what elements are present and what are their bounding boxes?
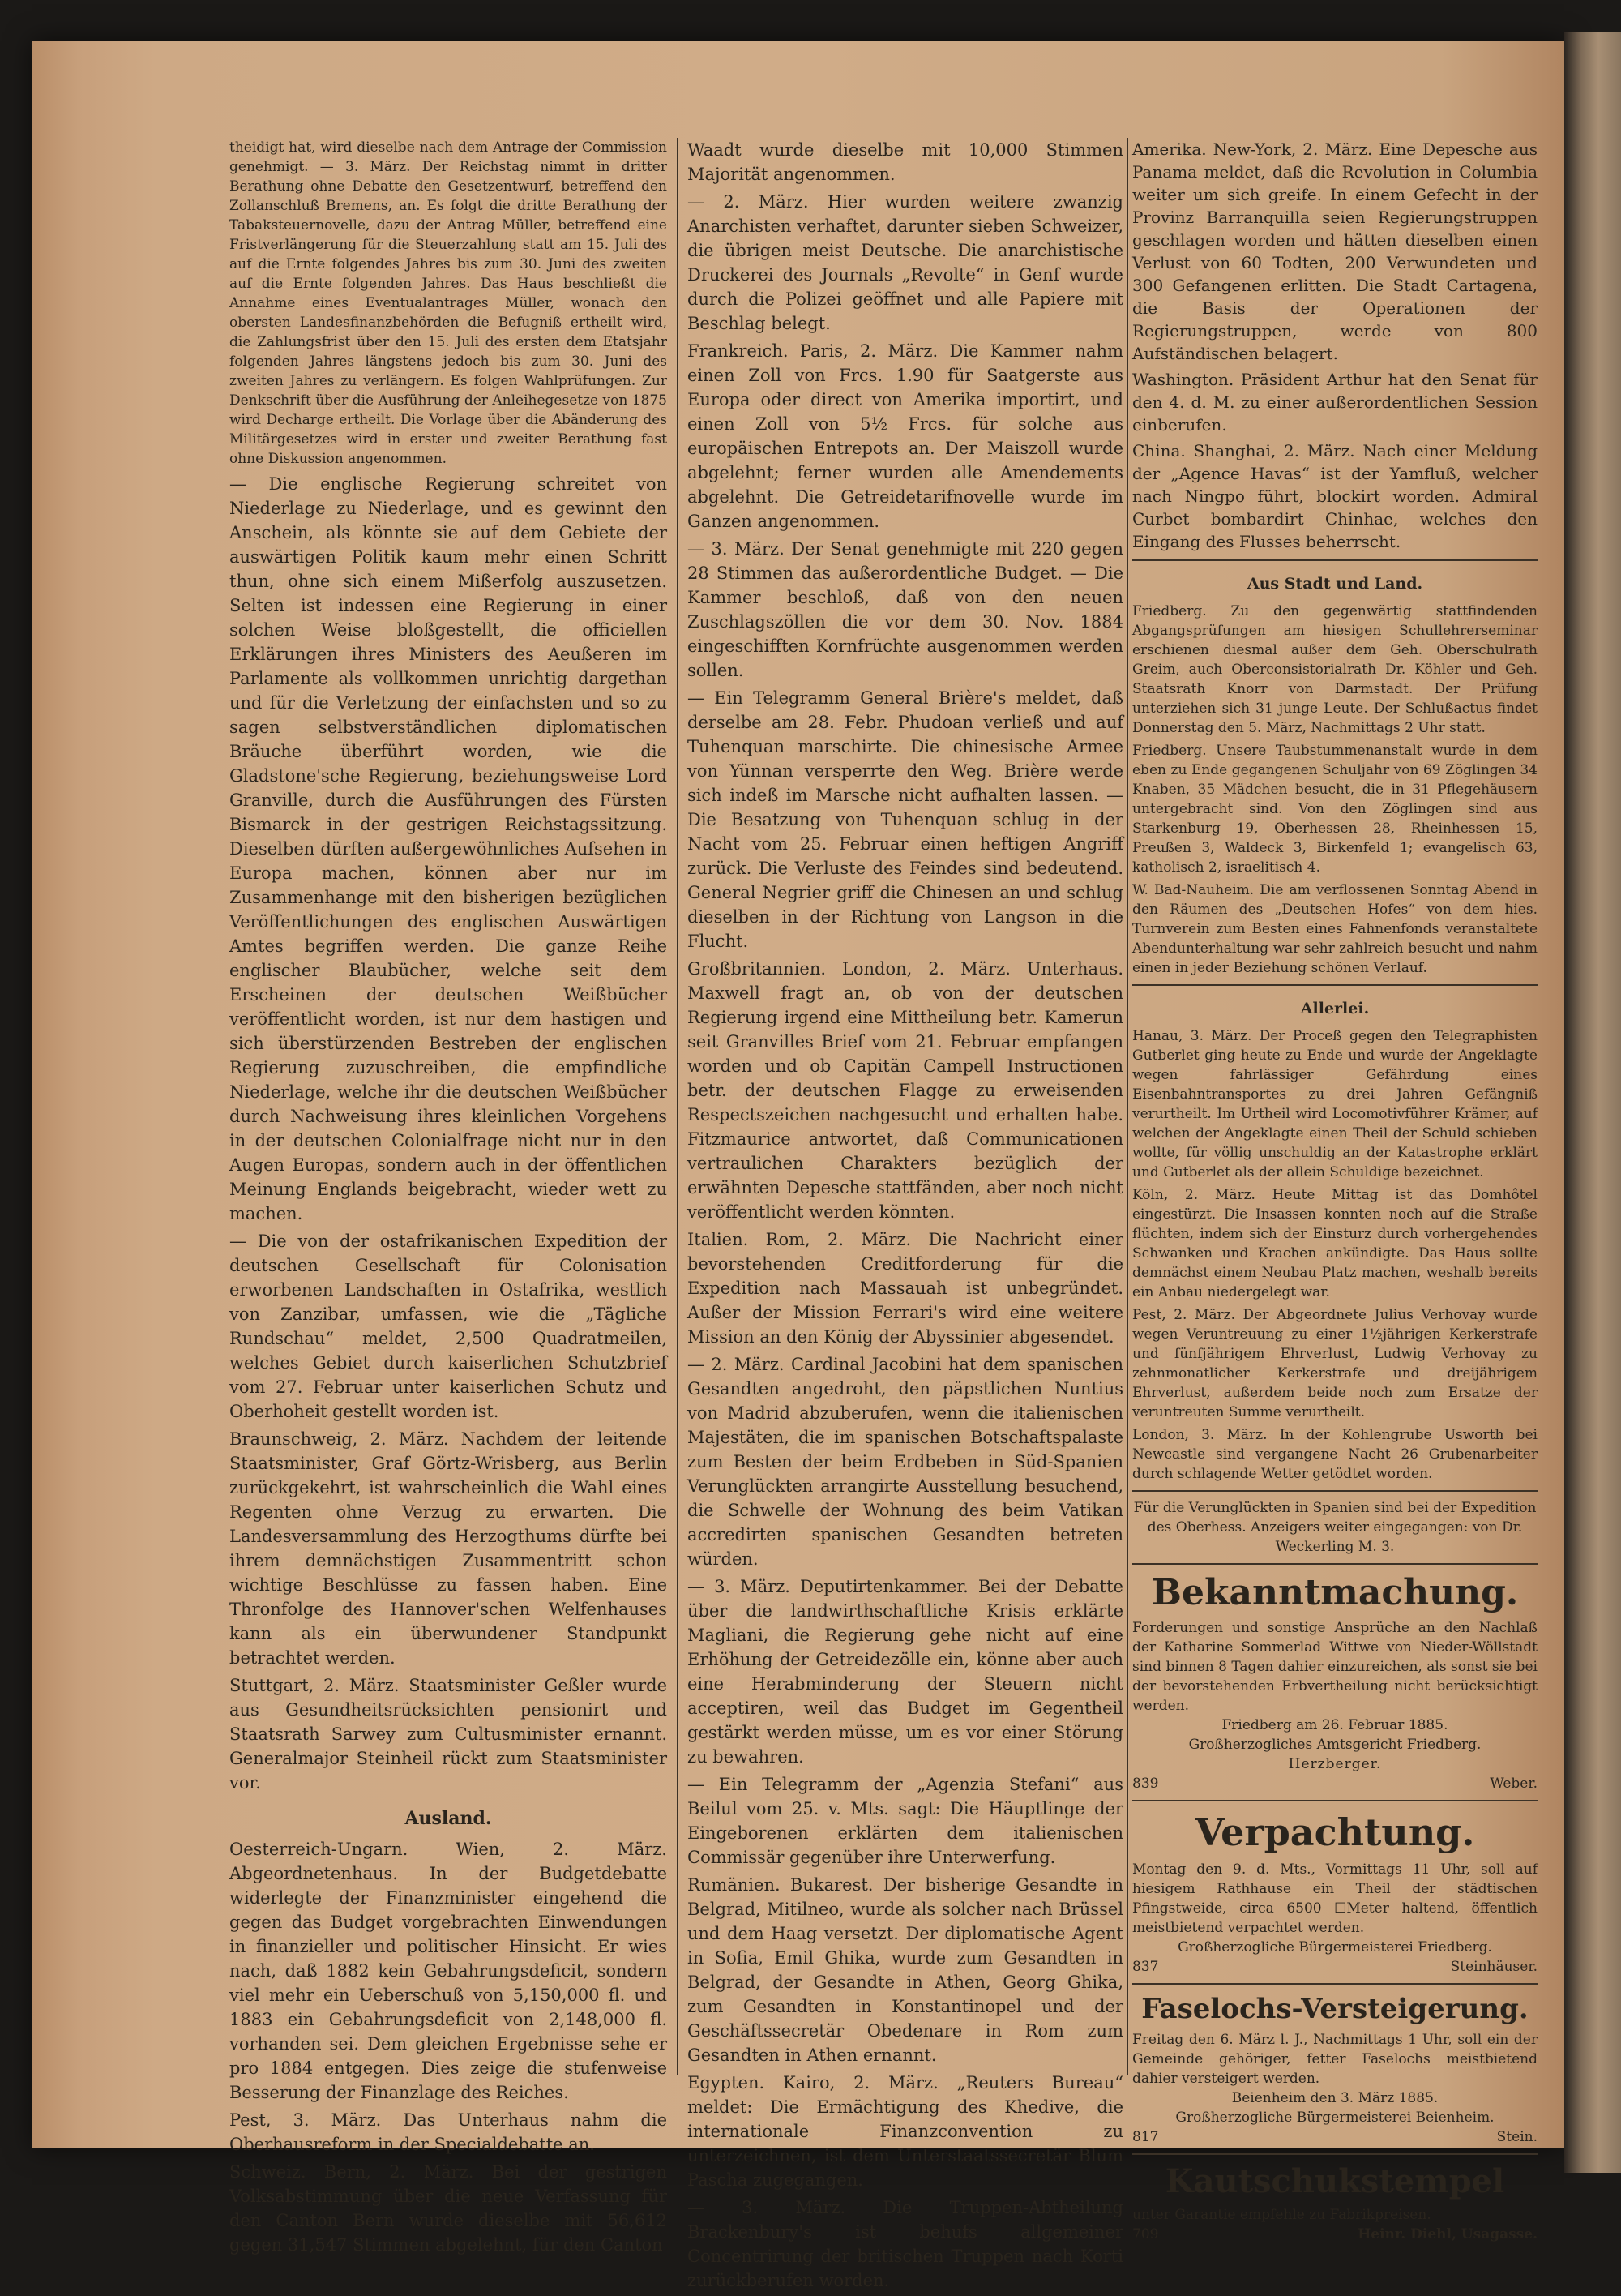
column-1 — [229, 138, 667, 2260]
article-braunschweig: Braunschweig, 2. März. Nachdem der leitende Staatsminister, Graf Görtz-Wrisberg, aus Berlin zurückgekehrt, ist wahrscheinlich die Wahl eines Regenten ohne Verzug zu erwarten. Die Landesversammlung des Herzogthums dürfte bei ihrem demnächstigen Zusammentritt schon wichtige Beschlüsse zu fassen haben. Eine Thronfolge des Hannover'schen Welfenhauses kann als ein überwundener Standpunkt betrachtet werden. — [229, 1429, 667, 1668]
divider — [1132, 1490, 1538, 1492]
article-rumaenien: Rumänien. Bukarest. Der bisherige Gesandte in Belgrad, Mitilneo, wurde als solcher nach Brüssel und dem Haag versetzt. Der diplomatische Agent in Sofia, Emil Ghika, wurde zum Gesandten in Belgrad, der Gesandte in Athen, Georg Ghika, zum Gesandten in Konstantinopel und der Geschäftssecretär Obedenare in Rom zum Gesandten in Athen ernannt. — [687, 1875, 1123, 2065]
article-waadt: Waadt wurde dieselbe mit 10,000 Stimmen Majorität angenommen. — [687, 140, 1123, 184]
column-2 — [687, 138, 1123, 2296]
ad-signature: Heinr. Diehl, Usagasse. — [1358, 2226, 1538, 2242]
article-china: China. Shanghai, 2. März. Nach einer Meldung der „Agence Havas“ ist der Yamfluß, welcher nach Ningpo führt, blockirt worden. Admiral Curbet bombardirt Chinhae, welches den Eingang des Flusses beherrscht. — [1132, 441, 1538, 551]
article-frankreich: Frankreich. Paris, 2. März. Die Kammer nahm einen Zoll von Frcs. 1.90 für Saatgerste aus Europa oder direct von Amerika importirt, und einen Zoll von 5½ Frcs. für solche aus europäischen Entrepots an. Der Maiszoll wurde abgelehnt; ferner wurden alle Amendements abgelehnt. Die Getreidetarifnovelle wurde im Ganzen angenommen. — [687, 341, 1123, 531]
article-senat: — 3. März. Der Senat genehmigte mit 220 gegen 28 Stimmen das außerordentliche Budget. — Die Kammer beschloß, daß von den neuen Zuschlagszöllen die vor dem 30. Nov. 1884 eingeschifften Kornfrüchte ausgenommen werden sollen. — [687, 539, 1123, 680]
column-3 — [1132, 138, 1538, 2244]
article-briere: — Ein Telegramm General Brière's meldet, daß derselbe am 28. Febr. Phudoan verließ und auf Tuhenquan marschirte. Die chinesische Armee von Yünnan versperrte den Weg. Brière werde sich indeß im Marsche nicht aufhalten lassen. — Die Besatzung von Tuhenquan schlug in der Nacht vom 25. Februar einen heftigen Angriff zurück. Die Verluste des Feindes sind bedeutend. General Negrier griff die Chinesen an und schlug dieselben in der Richtung von Langson in die Flucht. — [687, 688, 1123, 951]
divider — [1132, 984, 1538, 986]
ad-number: 839 — [1132, 1776, 1159, 1792]
divider — [1132, 1563, 1538, 1565]
ad-title: Bekanntmachung. — [1151, 1572, 1519, 1613]
article-schweiz: Schweiz. Bern, 2. März. Bei der gestrigen Volksabstimmung über die neue Verfassung für den Canton Bern wurde dieselbe mit 56,612 gegen 31,547 Stimmen abgelehnt, für den Canton — [229, 2162, 667, 2255]
article-koeln: Köln, 2. März. Heute Mittag ist das Domhôtel eingestürzt. Die Insassen konnten noch auf die Straße flüchten, indem sich der Einsturz durch vorhergehendes Schwanken und Krachen ankündigte. Das Haus sollte demnächst einem Neubau Platz machen, weshalb bereits ein Anbau niedergelegt war. — [1132, 1187, 1538, 1300]
divider — [1132, 1800, 1538, 1801]
ad-footer — [1132, 2127, 1538, 2147]
ad-date: Friedberg am 26. Februar 1885. — [1221, 1717, 1448, 1733]
ad-title: Kautschukstempel — [1165, 2162, 1505, 2200]
column-rule-1 — [677, 138, 678, 2075]
ad-signature: Stein. — [1496, 2129, 1538, 2145]
ad-authority: Großherzogliche Bürgermeisterei Friedberg. — [1178, 1939, 1492, 1955]
ad-footer — [1132, 2225, 1538, 2244]
ad-authority: Großherzogliches Amtsgericht Friedberg. — [1188, 1737, 1482, 1753]
ad-number: 837 — [1132, 1959, 1159, 1975]
ad-faselochs — [1132, 1991, 1538, 2147]
article-grossbritannien: Großbritannien. London, 2. März. Unterhaus. Maxwell fragt an, ob von der deutschen Regierung irgend eine Mittheilung betr. Kamerun seit Granvilles Brief vom 21. Februar empfangen worden und ob Capitän Campell Instructionen betr. der deutschen Flagge zu erweisenden Respectszeichen nachgesucht und erhalten habe. Fitzmaurice antwortet, daß Communicationen vertraulichen Charakters bezüglich der erwähnten Depesche stattfänden, aber noch nicht veröffentlicht werden könnten. — [687, 959, 1123, 1222]
article-pest: Pest, 3. März. Das Unterhaus nahm die Oberhausreform in der Specialdebatte an. — [229, 2110, 667, 2154]
ad-footer — [1132, 1957, 1538, 1977]
ad-body: Forderungen und sonstige Ansprüche an den Nachlaß der Katharine Sommerlad Wittwe von Nieder-Wöllstadt sind binnen 8 Tagen dahier einzureichen, als sonst sie bei der bevorstehenden Erbvertheilung nicht berücksichtigt werden. — [1132, 1620, 1538, 1714]
ad-number: 709 — [1132, 2226, 1159, 2242]
ad-body: unter Garantie empfehle zu Fabrikpreisen. — [1132, 2207, 1431, 2223]
ad-kautschukstempel — [1132, 2161, 1538, 2244]
adjacent-page-edge — [1564, 32, 1621, 2173]
ad-title: Verpachtung. — [1195, 1810, 1475, 1854]
article-stuttgart: Stuttgart, 2. März. Staatsminister Geßler wurde aus Gesundheitsrücksichten pensionirt und Staatsrath Sarwey zum Cultusminister ernannt. Generalmajor Steinheil rückt zum Staatsminister vor. — [229, 1676, 667, 1793]
article-stefani: — Ein Telegramm der „Agenzia Stefani“ aus Beilul vom 25. v. Mts. sagt: Die Häuptlinge der Eingeborenen erklärten dem italienischen Commissär gegenüber ihre Unterwerfung. — [687, 1775, 1123, 1867]
divider — [1132, 559, 1538, 561]
divider — [1132, 2153, 1538, 2155]
ad-footer — [1132, 1774, 1538, 1793]
ad-clerk: Weber. — [1490, 1776, 1538, 1792]
article-anarchisten: — 2. März. Hier wurden weitere zwanzig Anarchisten verhaftet, darunter sieben Schweizer, die übrigen meist Deutsche. Die anarchistische Druckerei des Journals „Revolte“ in Genf wurde durch die Polizei geöffnet und alle Papiere mit Beschlag belegt. — [687, 192, 1123, 333]
notice-spanien: Für die Verunglückten in Spanien sind bei der Expedition des Oberhess. Anzeigers weiter eingegangen: von Dr. Weckerling M. 3. — [1133, 1500, 1537, 1555]
article-friedberg-seminar: Friedberg. Zu den gegenwärtig stattfindenden Abgangsprüfungen am hiesigen Schullehrerseminar erschienen diesmal außer dem Geh. Oberschulrath Greim, auch Oberconsistorialrath Dr. Köhler und Geh. Staatsrath Knorr von Darmstadt. Der Prüfung unterziehen sich 31 junge Leute. Der Schlußactus findet Donnerstag den 5. März, Nachmittags 2 Uhr statt. — [1132, 603, 1538, 736]
ad-authority: Großherzogliche Bürgermeisterei Beienheim. — [1175, 2110, 1495, 2126]
ad-verpachtung — [1132, 1808, 1538, 1977]
ad-signature: Herzberger. — [1288, 1756, 1382, 1772]
ad-signature: Steinhäuser. — [1450, 1959, 1538, 1975]
column-rule-2 — [1127, 138, 1128, 2075]
article-london: London, 3. März. In der Kohlengrube Usworth bei Newcastle sind vergangene Nacht 26 Grubenarbeiter durch schlagende Wetter getödtet worden. — [1132, 1427, 1538, 1482]
article-jacobini: — 2. März. Cardinal Jacobini hat dem spanischen Gesandten angedroht, den päpstlichen Nuntius von Madrid abzuberufen, wenn die italienischen Majestäten, die im spanischen Botschaftspalaste zum Besten der beim Erdbeben in Süd-Spanien Verunglückten arrangirte Ausstellung besuchend, die Schwelle der Wohnung des beim Vatikan accredirten spanischen Gesandten betreten würden. — [687, 1355, 1123, 1569]
ad-body: Freitag den 6. März l. J., Nachmittags 1 Uhr, soll ein der Gemeinde gehöriger, fetter Faselochs meistbietend dahier versteigert werden. — [1132, 2032, 1538, 2087]
article-hanau: Hanau, 3. März. Der Proceß gegen den Telegraphisten Gutberlet ging heute zu Ende und wurde der Angeklagte wegen fahrlässiger Gefährdung eines Eisenbahntransportes zu drei Jahren Gefängniß verurtheilt. Im Urtheil wird Locomotivführer Krämer, auf welchen der Angeklagte einen Theil der Schuld schieben wollte, für völlig unschuldig an der Katastrophe erklärt und Gutberlet als der allein Schuldige bezeichnet. — [1132, 1028, 1538, 1180]
ad-number: 817 — [1132, 2129, 1159, 2145]
ad-body: Montag den 9. d. Mts., Vormittags 11 Uhr, soll auf hiesigem Rathhause ein Theil der städtischen Pfingstweide, circa 6500 ☐Meter haltend, öffentlich meistbietend verpachtet werden. — [1132, 1861, 1538, 1936]
article-pest-verhovay: Pest, 2. März. Der Abgeordnete Julius Verhovay wurde wegen Veruntreuung zu einer 1½jährigen Kerkerstrafe und fünfjährigem Ehrverlust, Ludwig Verhovay zu zehnmonatlicher Kerkerstrafe und dreijährigem Ehrverlust, außerdem beide noch zum Ersatze der veruntreuten Summe verurtheilt. — [1132, 1307, 1538, 1420]
article-oesterreich: Oesterreich-Ungarn. Wien, 2. März. Abgeordnetenhaus. In der Budgetdebatte widerlegte der Finanzminister eingehend die gegen das Budget vorgebrachten Einwendungen in finanzieller und politischer Hinsicht. Er wies nach, daß 1882 kein Gebahrungsdeficit, sondern viel mehr ein Ueberschuß von 5,150,000 fl. und 1883 ein Gebahrungsdeficit von 2,148,000 fl. vorhanden sei. Dem gleichen Ergebnisse sehe er pro 1884 entgegen. Dies zeige die stufenweise Besserung der Finanzlage des Reiches. — [229, 1840, 667, 2102]
ad-title: Faselochs-Versteigerung. — [1141, 1993, 1529, 2025]
article-washington: Washington. Präsident Arthur hat den Senat für den 4. d. M. zu einer außerordentlichen Session einberufen. — [1132, 370, 1538, 435]
article-egypten: Egypten. Kairo, 2. März. „Reuters Bureau“ meldet: Die Ermächtigung des Khedive, die internationale Finanzconvention zu unterzeichnen, ist dem Unterstaatssecretär Blum Pascha zugegangen. — [687, 2073, 1123, 2190]
article-bad-nauheim: W. Bad-Nauheim. Die am verflossenen Sonntag Abend in den Räumen des „Deutschen Hofes“ von dem hies. Turnverein zum Besten eines Fahnenfonds veranstaltete Abendunterhaltung war sehr zahlreich besucht und nahm einen in jeder Beziehung schönen Verlauf. — [1132, 882, 1538, 976]
article-deputirten: — 3. März. Deputirtenkammer. Bei der Debatte über die landwirthschaftliche Krisis erklärte Magliani, die Regierung gehe nicht auf eine Erhöhung der Getreidezölle ein, könne aber auch eine Herabminderung der Steuern nicht acceptiren, weil das Budget im Gegentheil gestärkt werden müsse, um es vor einer Störung zu bewahren. — [687, 1577, 1123, 1767]
article-friedberg-taubstummen: Friedberg. Unsere Taubstummenanstalt wurde in dem eben zu Ende gegangenen Schuljahr von 69 Zöglingen 34 Knaben, 35 Mädchen besucht, die in 31 Pflegehäusern untergebracht sind. Von den Zöglingen sind aus Starkenburg 19, Oberhessen 28, Rheinhessen 15, Preußen 3, Waldeck 3, Birkenfeld 1; evangelisch 63, katholisch 2, israelitisch 4. — [1132, 743, 1538, 876]
heading-allerlei: Allerlei. — [1300, 1000, 1370, 1017]
article-ostafrika: — Die von der ostafrikanischen Expedition der deutschen Gesellschaft für Colonisation erworbenen Landschaften in Ostafrika, westlich von Zanzibar, umfassen, wie die „Tägliche Rundschau“ meldet, 2,500 Quadratmeilen, welches Gebiet durch kaiserlichen Schutzbrief vom 27. Februar unter kaiserlichen Schutz und Oberhoheit gestellt worden ist. — [229, 1232, 667, 1421]
article-italien: Italien. Rom, 2. März. Die Nachricht einer bevorstehenden Creditforderung für die Expedition nach Massauah ist unbegründet. Außer der Mission Ferrari's wird eine weitere Mission an den König der Abyssinier abgesendet. — [687, 1230, 1123, 1347]
heading-aus-stadt-und-land: Aus Stadt und Land. — [1247, 575, 1423, 593]
heading-ausland: Ausland. — [404, 1808, 492, 1829]
article-amerika: Amerika. New-York, 2. März. Eine Depesche aus Panama meldet, daß die Revolution in Columbia weiter um sich greife. In einem Gefecht in der Provinz Barranquilla seien Regierungstruppen geschlagen worden und hätten dieselben einen Verlust von 60 Todten, 200 Verwundeten und 300 Gefangenen erlitten. Die Stadt Cartagena, die Basis der Operationen der Regierungstruppen, werde von 800 Aufständischen belagert. — [1132, 139, 1538, 363]
article-reichstag: theidigt hat, wird dieselbe nach dem Antrage der Commission genehmigt. — 3. März. Der Reichstag nimmt in dritter Berathung ohne Debatte den Gesetzentwurf, betreffend den Zollanschluß Bremens, an. Es folgt die dritte Berathung der Tabaksteuernovelle, dazu der Antrag Müller, betreffend eine Fristverlängerung für die Steuerzahlung statt am 15. Juli des auf die Ernte folgendes Jahres bis zum 30. Juni des zweiten auf die Ernte folgenden Jahres. Das Haus beschließt die Annahme eines Eventualantrages Müller, wonach den obersten Landesfinanzbehörden die Befugniß ertheilt wird, die Zahlungsfrist über den 15. Juli des ersten dem Etatsjahr folgenden Jahres längstens jedoch bis zum 30. Juni des zweiten Jahres zu verlängern. Es folgen Wahlprüfungen. Zur Denkschrift über die Ausführung der Anleihegesetze von 1875 wird Decharge ertheilt. Die Vorlage über die Abänderung des Militärgesetzes wird in erster und zweiter Berathung fast ohne Diskussion angenommen. — [229, 139, 667, 467]
ad-bekanntmachung — [1132, 1571, 1538, 1793]
article-england: — Die englische Regierung schreitet von Niederlage zu Niederlage, und es gewinnt den Anschein, als könnte sie auf dem Gebiete der auswärtigen Politik kaum mehr einen Schritt thun, ohne sich einem Mißerfolg auszusetzen. Selten ist indessen eine Regierung in einer solchen Weise bloßgestellt, die officiellen Erklärungen ihres Ministers des Aeußeren im Parlamente als vollkommen unrichtig dargethan und für die Verletzung der einfachsten und so zu sagen selbstverständlichen diplomatischen Bräuche überführt worden, wie die Gladstone'sche Regierung, beziehungsweise Lord Granville, durch die Ausführungen des Fürsten Bismarck in der gestrigen Reichstagssitzung. Dieselben dürften außergewöhnliches Aufsehen in Europa machen, können aber nur im Zusammenhange mit den bisherigen bezüglichen Veröffentlichungen des englischen Auswärtigen Amtes begriffen werden. Die ganze Reihe englischer Blaubücher, welche seit dem Erscheinen der deutschen Weißbücher veröffentlicht worden, ist nur dem hastigen und sich überstürzenden Bestreben der englischen Regierung zuzuschreiben, die empfindliche Niederlage, welche ihr die deutschen Weißbücher durch Nachweisung ihres kleinlichen Vorgehens in der deutschen Colonialfrage nicht nur in den Augen Europas, sondern auch in der öffentlichen Meinung Englands beigebracht, wieder wett zu machen. — [229, 474, 667, 1223]
article-brackenbury: — 3. März. Die Truppen-Abtheilung Brackenbury's ist behufs allgemeiner Concentrirung der britischen Truppen nach Korti zurückberufen worden. — [687, 2198, 1123, 2290]
ad-date: Beienheim den 3. März 1885. — [1231, 2090, 1439, 2106]
divider — [1132, 1983, 1538, 1985]
